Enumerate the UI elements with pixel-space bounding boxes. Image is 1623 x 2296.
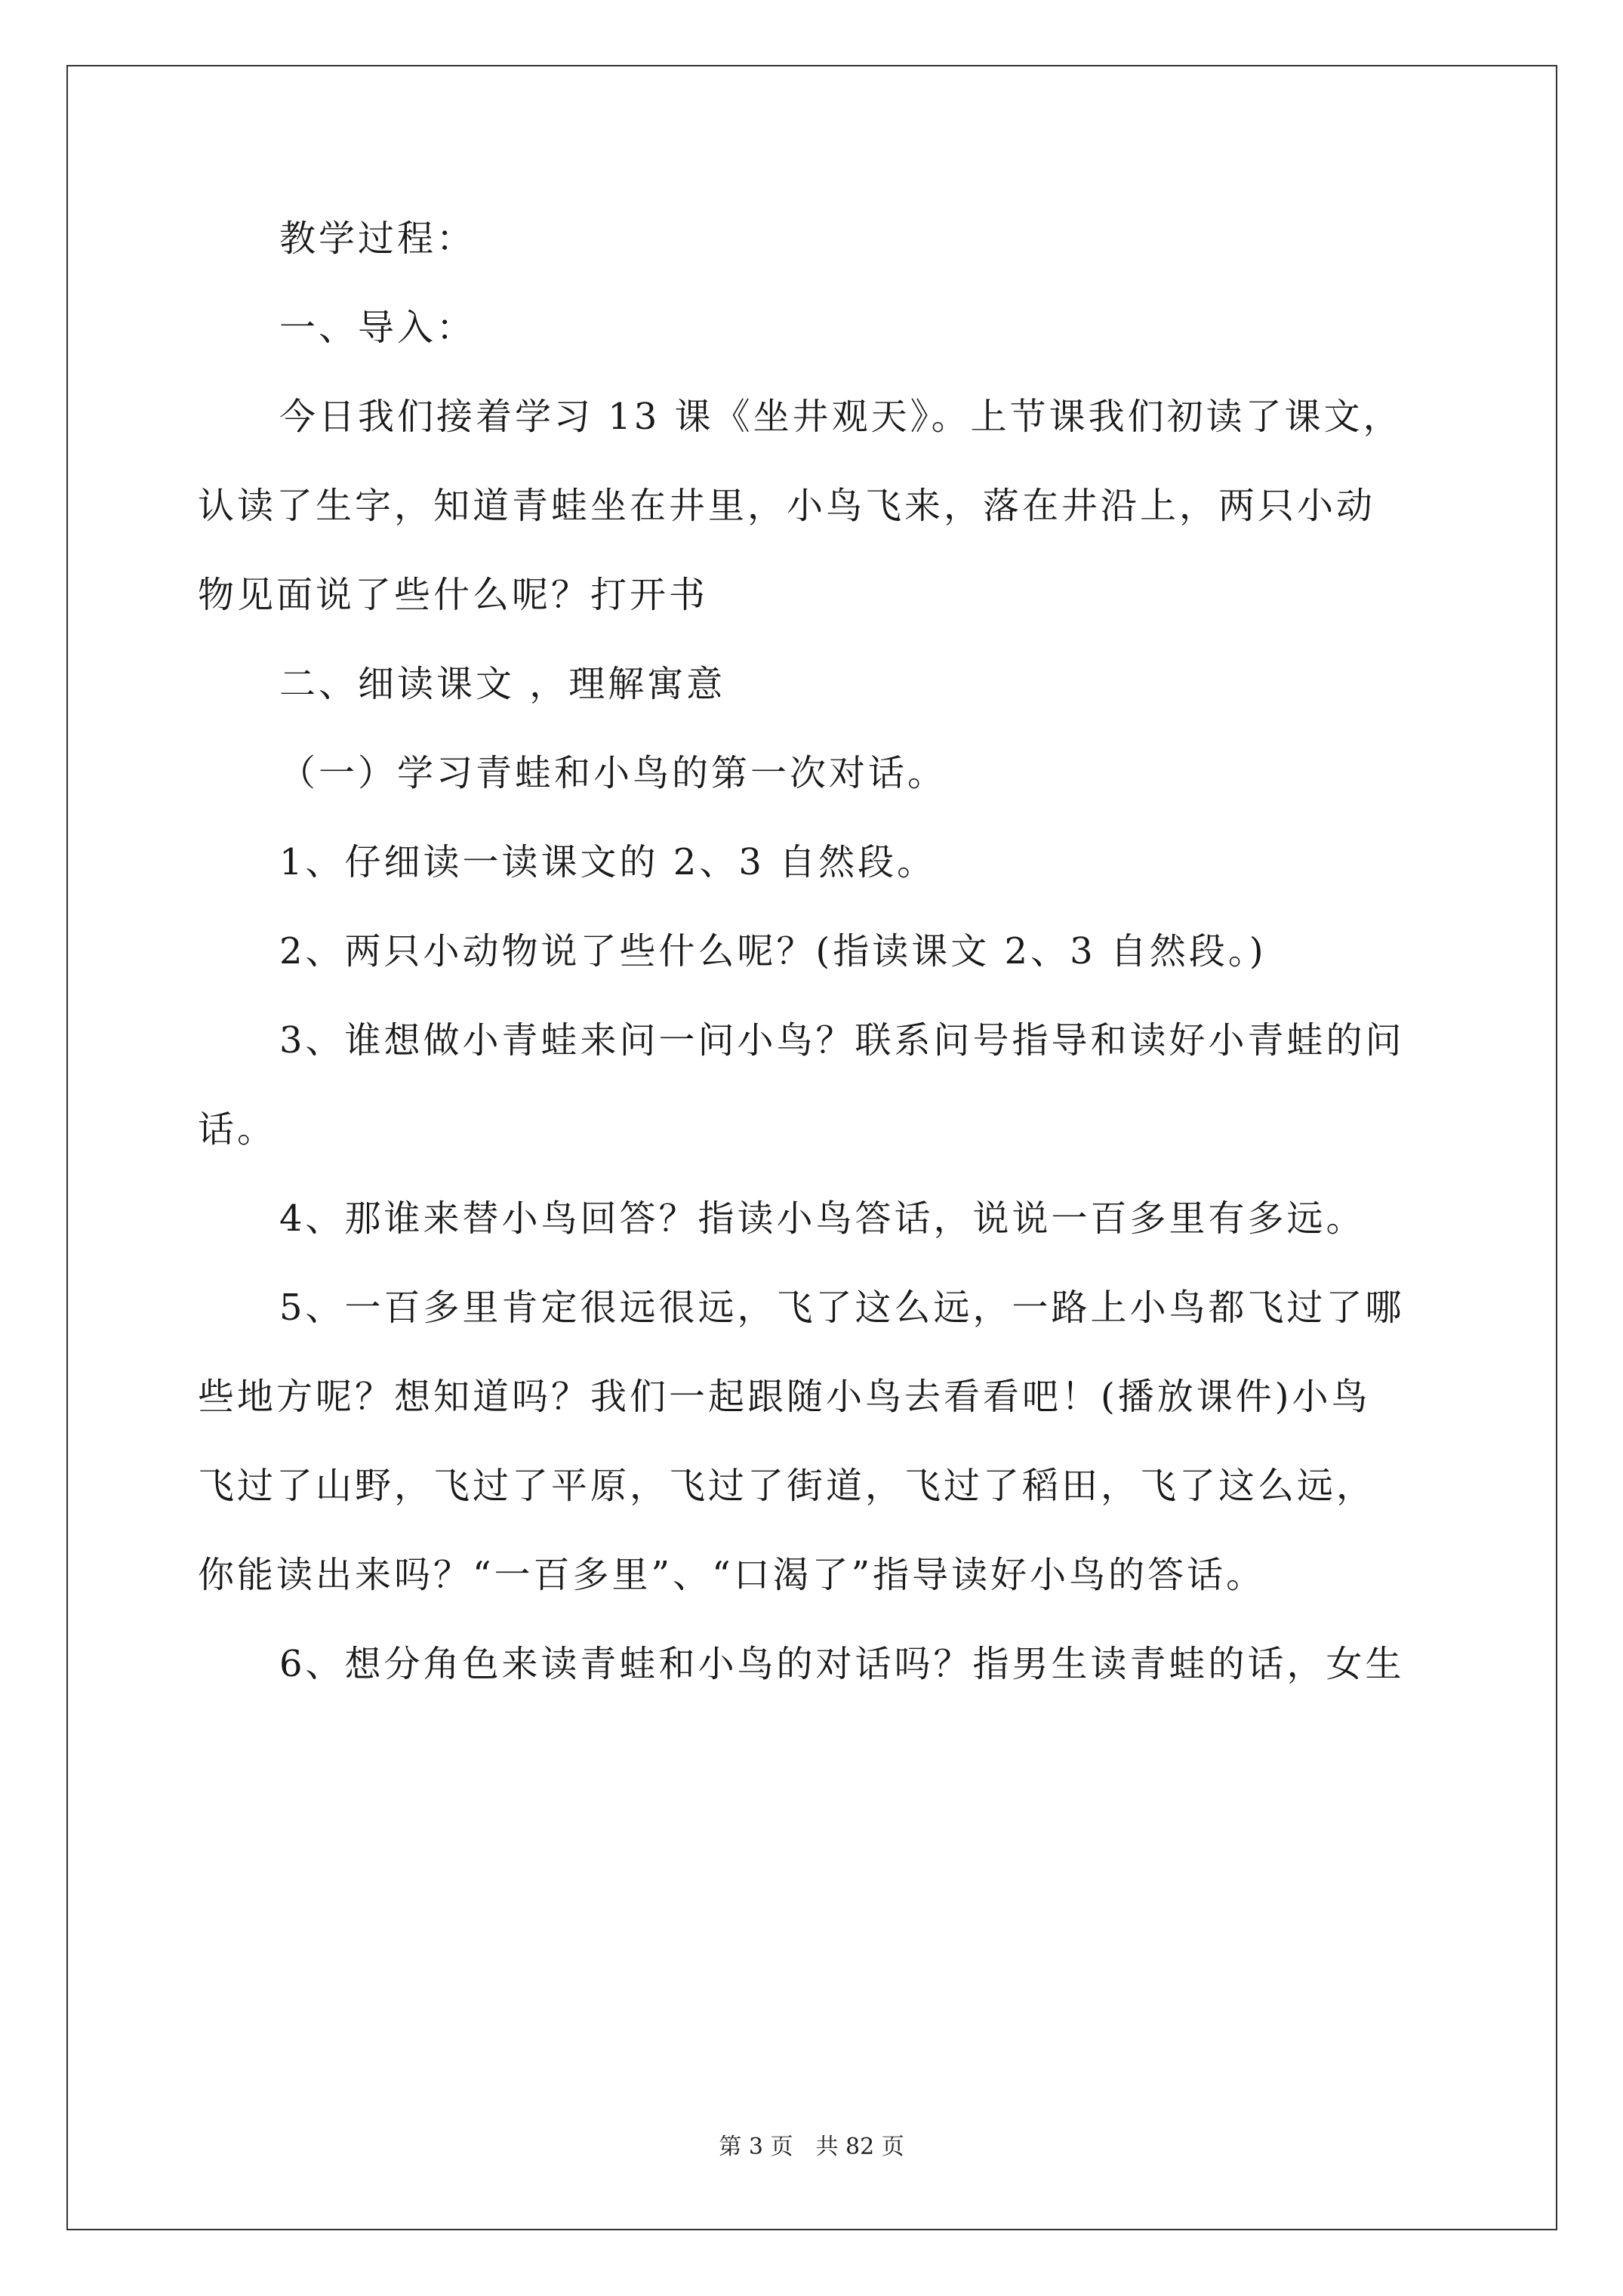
list-item: 2、两只小动物说了些什么呢？(指读课文 2、3 自然段。) — [279, 930, 1267, 972]
paragraph-line: 认读了生字，知道青蛙坐在井里，小鸟飞来，落在井沿上，两只小动 — [198, 485, 1376, 527]
paragraph-line: 些地方呢？想知道吗？我们一起跟随小鸟去看看吧！(播放课件)小鸟 — [198, 1376, 1371, 1418]
list-item: 6、想分角色来读青蛙和小鸟的对话吗？指男生读青蛙的话，女生 — [279, 1643, 1405, 1685]
paragraph-line: 今日我们接着学习 13 课《坐井观天》。上节课我们初读了课文， — [279, 396, 1403, 438]
heading-teaching-process: 教学过程： — [279, 217, 476, 260]
list-item: 4、那谁来替小鸟回答？指读小鸟答话，说说一百多里有多远。 — [279, 1197, 1366, 1240]
list-item: 1、仔细读一读课文的 2、3 自然段。 — [279, 841, 937, 883]
list-item: 3、谁想做小青蛙来问一问小鸟？联系问号指导和读好小青蛙的问 — [279, 1019, 1405, 1062]
paragraph-line: 话。 — [198, 1108, 277, 1151]
list-item: 5、一百多里肯定很远很远，飞了这么远，一路上小鸟都飞过了哪 — [279, 1287, 1405, 1329]
paragraph-line: 飞过了山野，飞过了平原，飞过了街道，飞过了稻田，飞了这么远， — [198, 1465, 1376, 1507]
paragraph-line: 物见面说了些什么呢？打开书 — [198, 574, 709, 616]
page-footer: 第 3 页 共 82 页 — [719, 2134, 904, 2160]
section-close-reading: 二、细读课文 ，理解寓意 — [279, 663, 726, 705]
paragraph-line: 你能读出来吗？“一百多里”、“口渴了”指导读好小鸟的答话。 — [198, 1554, 1266, 1596]
subsection-first-dialogue: （一）学习青蛙和小鸟的第一次对话。 — [279, 752, 947, 794]
page-border — [66, 65, 1557, 2230]
section-introduction: 一、导入： — [279, 307, 476, 349]
